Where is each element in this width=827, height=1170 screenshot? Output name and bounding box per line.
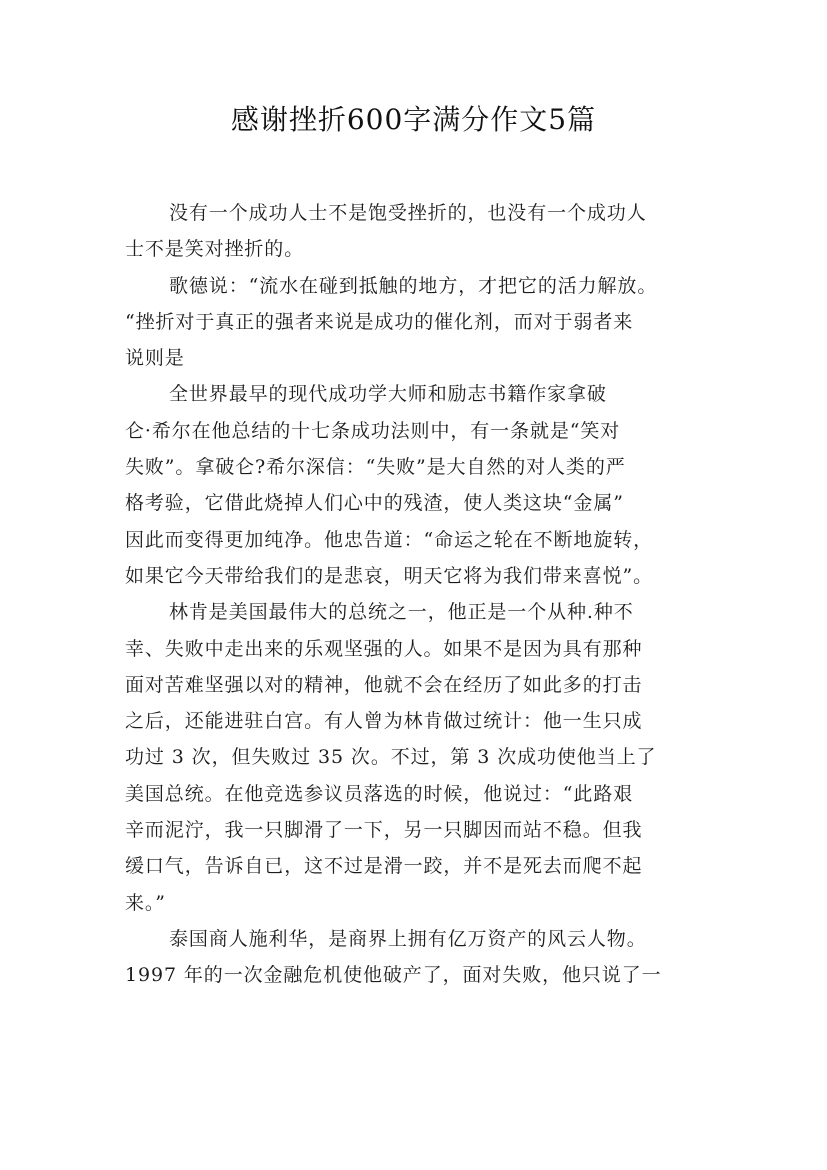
text-line: 来。” <box>125 891 166 914</box>
text-line: 辛而泥泞，我一只脚滑了一下，另一只脚因而站不稳。但我 <box>125 819 643 842</box>
text-line: 泰国商人施利华，是商界上拥有亿万资产的风云人物。 <box>169 927 647 950</box>
text-line: 格考验，它借此烧掉人们心中的残渣，使人类这块“金属” <box>125 492 624 515</box>
text-line: 功过 3 次，但失败过 35 次。不过，第 3 次成功使他当上了 <box>125 746 657 769</box>
text-line: 面对苦难坚强以对的精神，他就不会在经历了如此多的打击 <box>125 673 643 696</box>
text-line: 之后，还能进驻白宫。有人曾为林肯做过统计：他一生只成 <box>125 710 643 733</box>
text-line: 仑·希尔在他总结的十七条成功法则中，有一条就是“笑对 <box>125 419 621 442</box>
text-line: “挫折对于真正的强者来说是成功的催化剂，而对于弱者来 <box>125 310 634 333</box>
text-line: 美国总统。在他竞选参议员落选的时候，他说过：“此路艰 <box>125 782 634 805</box>
text-line: 林肯是美国最伟大的总统之一，他正是一个从种.种不 <box>169 601 634 624</box>
text-line: 歌德说：“流水在碰到抵触的地方，才把它的活力解放。 <box>169 274 658 297</box>
document-body <box>125 195 715 994</box>
text-line: 缓口气，告诉自已，这不过是滑一跤，并不是死去而爬不起 <box>125 855 643 878</box>
text-line: 没有一个成功人士不是饱受挫折的，也没有一个成功人 <box>169 202 647 224</box>
text-line: 因此而变得更加纯净。他忠告道：“命运之轮在不断地旋转， <box>125 528 654 551</box>
text-line: 全世界最早的现代成功学大师和励志书籍作家拿破 <box>169 383 607 406</box>
text-line: 说则是 <box>125 347 185 370</box>
text-line: 如果它今天带给我们的是悲哀，明天它将为我们带来喜悦”。 <box>125 564 654 587</box>
document-title: 感谢挫折600字满分作文5篇 <box>230 103 597 136</box>
text-line: 幸、失败中走出来的乐观坚强的人。如果不是因为具有那种 <box>125 637 643 660</box>
text-line: 士不是笑对挫折的。 <box>125 238 305 261</box>
text-line: 失败”。拿破仑?希尔深信：“失败”是大自然的对人类的严 <box>125 456 626 479</box>
text-line: 1997 年的一次金融危机使他破产了，面对失败，他只说了一 <box>125 964 662 987</box>
